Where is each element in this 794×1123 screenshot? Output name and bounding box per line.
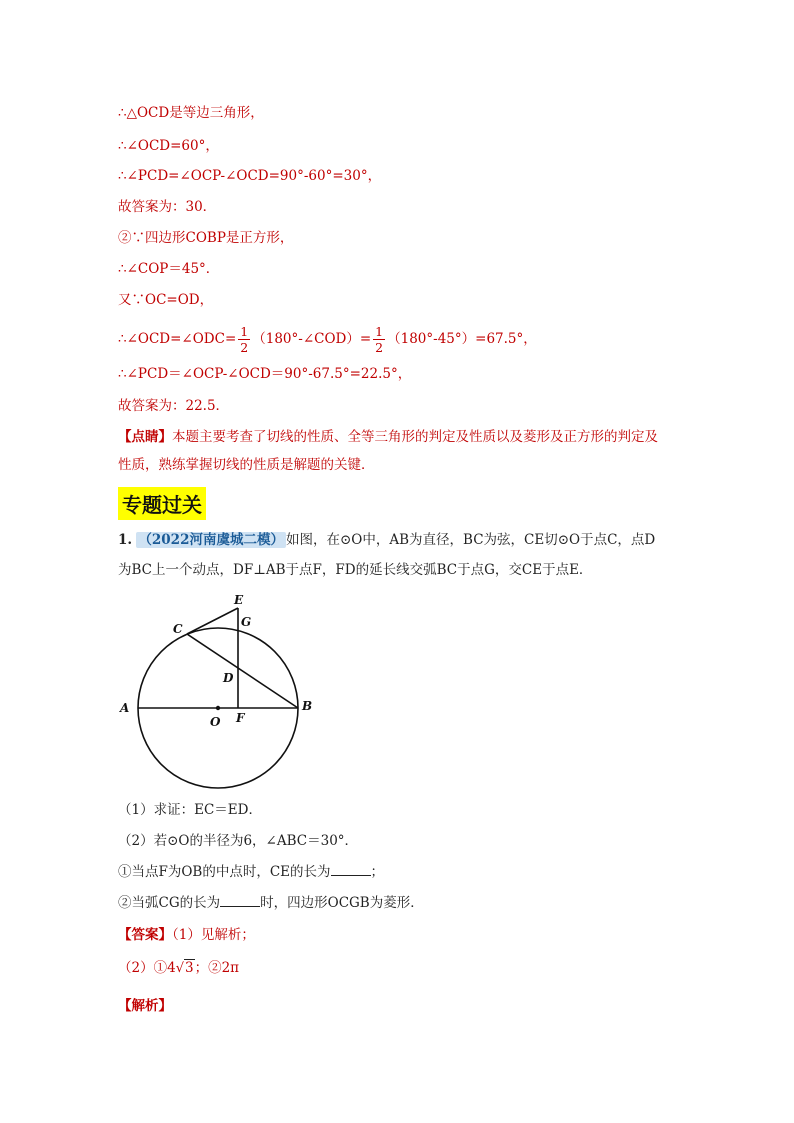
- comment-line-2: 性质，熟练掌握切线的性质是解题的关键．: [118, 457, 375, 473]
- question-2: （2）若⊙O的半径为6，∠ABC＝30°．: [118, 833, 359, 849]
- comment-tag: 【点睛】: [118, 429, 172, 445]
- problem-source-tag[interactable]: （2022河南虞城二模）: [138, 532, 284, 548]
- sqrt-icon: √: [175, 961, 184, 976]
- solution-line-8-part-c: （180°-45°）=67.5°，: [387, 331, 537, 347]
- question-2-2-text: ②当弧CG的长为: [118, 895, 221, 911]
- problem-number: 1.: [118, 532, 133, 548]
- fraction-denominator: 2: [375, 340, 384, 355]
- answer-blank-1[interactable]: [331, 863, 371, 876]
- label-d: D: [223, 671, 234, 685]
- question-2-2: [118, 893, 424, 913]
- chord-bc: [187, 634, 298, 708]
- solution-line-9: ∴∠PCD＝∠OCP-∠OCD＝90°-67.5°=22.5°，: [118, 366, 412, 382]
- question-2-1-end: ；: [370, 864, 385, 880]
- question-2-1: [118, 862, 384, 882]
- label-g: G: [241, 615, 252, 629]
- question-2-2-end: 时，四边形OCGB为菱形．: [260, 895, 424, 911]
- problem-stem-text-1: 如图，在⊙O中，AB为直径，BC为弦，CE切⊙O于点C，点D: [285, 532, 656, 548]
- fraction-numerator: 1: [375, 324, 384, 339]
- label-c: C: [173, 622, 183, 636]
- label-f: F: [236, 711, 245, 725]
- comment-line-1: [118, 427, 658, 447]
- solution-line-8-part-b: （180°-∠COD）=: [252, 331, 372, 347]
- question-2-1-text: ①当点F为OB的中点时，CE的长为: [118, 864, 331, 880]
- answer-text-1: （1）见解析；: [172, 927, 255, 943]
- center-point: [216, 706, 220, 710]
- solution-line-8: [118, 322, 537, 356]
- solution-line-1: ∴△OCD是等边三角形，: [118, 105, 264, 121]
- comment-text-1: 本题主要考查了切线的性质、全等三角形的判定及性质以及菱形及正方形的判定及: [172, 429, 658, 445]
- question-1: （1）求证：EC＝ED．: [118, 802, 262, 818]
- answer-line-2: [118, 958, 239, 979]
- solution-line-10: 故答案为：22.5．: [118, 398, 230, 414]
- problem-stem-line-1: [118, 530, 655, 550]
- solution-line-7: 又∵OC=OD，: [118, 292, 214, 308]
- fraction-half-1: [238, 324, 250, 355]
- tangent-ce: [187, 608, 238, 634]
- answer-line-1: [118, 925, 255, 945]
- answer-text-2b: ；②2π: [194, 960, 240, 976]
- solution-line-8-part-a: ∴∠OCD=∠ODC=: [118, 331, 237, 347]
- solution-line-6: ∴∠COP＝45°．: [118, 261, 220, 277]
- sqrt-radicand: 3: [184, 960, 194, 976]
- answer-tag: 【答案】: [118, 927, 172, 943]
- solution-line-3: ∴∠PCD=∠OCP-∠OCD=90°-60°=30°，: [118, 168, 382, 184]
- label-b: B: [302, 699, 313, 713]
- fraction-half-2: [373, 324, 385, 355]
- fraction-numerator: 1: [240, 324, 249, 339]
- label-e: E: [234, 593, 244, 607]
- solution-line-5: ②∵四边形COBP是正方形，: [118, 230, 294, 246]
- label-o: O: [210, 715, 221, 729]
- solution-line-4: 故答案为：30．: [118, 199, 217, 215]
- label-a: A: [120, 701, 130, 715]
- answer-blank-2[interactable]: [220, 894, 260, 907]
- solution-line-2: ∴∠OCD=60°，: [118, 138, 219, 154]
- geometry-figure: [116, 590, 336, 790]
- analysis-tag: 【解析】: [118, 998, 172, 1014]
- fraction-denominator: 2: [240, 340, 249, 355]
- section-heading: 专题过关: [118, 487, 206, 520]
- problem-stem-line-2: 为BC上一个动点，DF⊥AB于点F，FD的延长线交弧BC于点G，交CE于点E．: [118, 562, 593, 578]
- answer-text-2a: （2）①4: [118, 960, 176, 976]
